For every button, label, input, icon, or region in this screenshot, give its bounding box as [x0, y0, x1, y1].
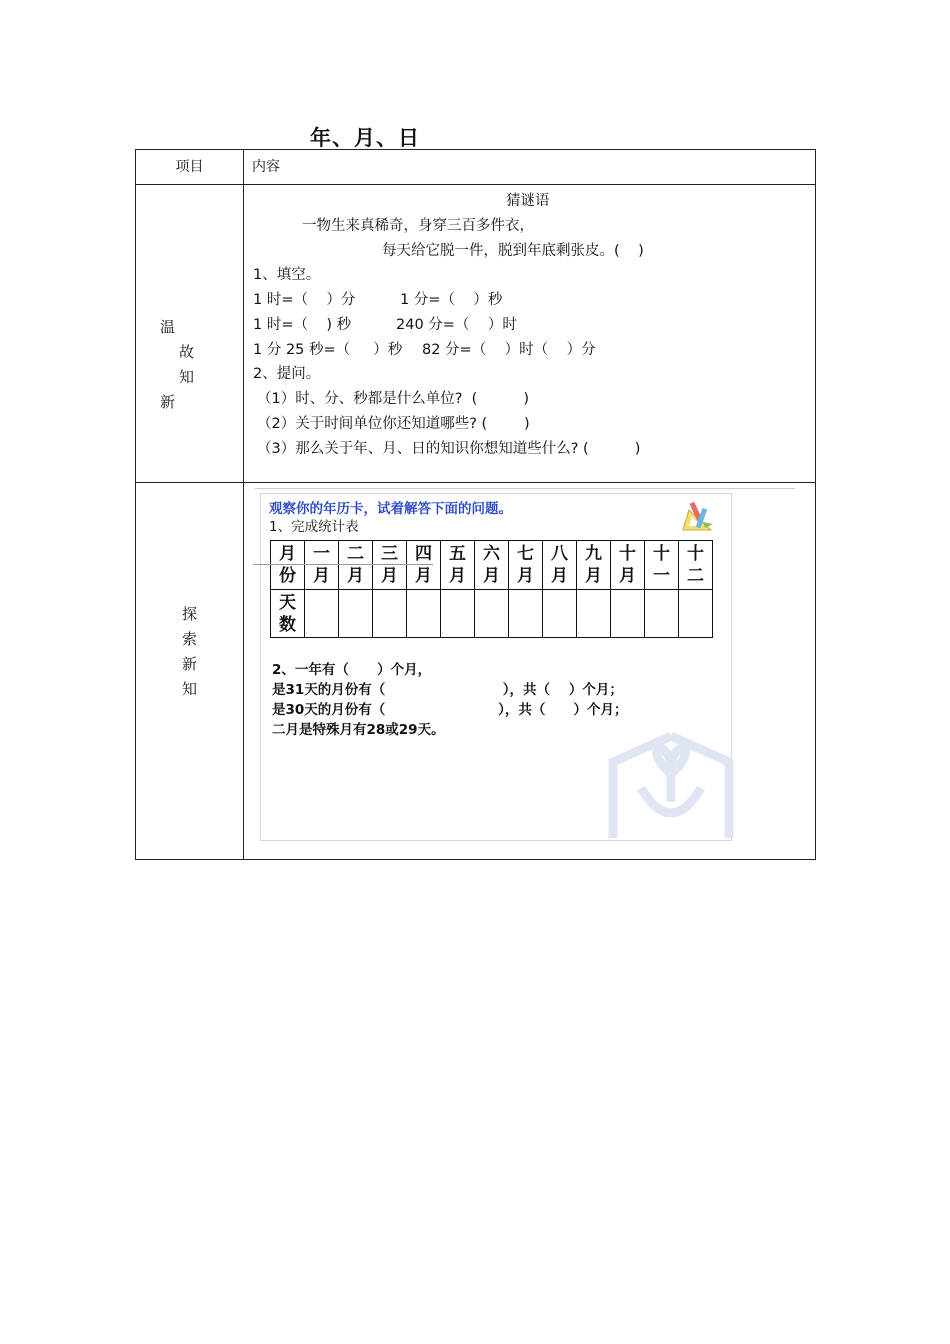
section2-label-char: 新 [182, 655, 198, 674]
question-line: 二月是特殊月有28或29天。 [272, 722, 445, 738]
table-cell-blank[interactable] [305, 590, 339, 638]
table-cell: 月 份 [271, 541, 305, 590]
table-cell: 天 数 [271, 590, 305, 638]
table-cell-blank[interactable] [339, 590, 373, 638]
ask-question: （3）那么关于年、月、日的知识你想知道些什么? ( ) [257, 441, 641, 458]
table-cell-blank[interactable] [373, 590, 407, 638]
table-cell: 一 月 [305, 541, 339, 590]
section2-label-char: 知 [182, 680, 198, 699]
ask-question: （2）关于时间单位你还知道哪些? ( ) [257, 416, 530, 433]
section2-label-char: 索 [182, 630, 198, 649]
table-row [271, 590, 713, 638]
table-cell: 十 二 [679, 541, 713, 590]
table-cell: 二 月 [339, 541, 373, 590]
table-cell-blank[interactable] [645, 590, 679, 638]
table-cell: 三 月 [373, 541, 407, 590]
riddle-title: 猜谜语 [506, 193, 550, 210]
section1-label-char: 新 [160, 393, 176, 412]
section1-label-char: 知 [179, 368, 195, 387]
table-cell-blank[interactable] [679, 590, 713, 638]
fill-item: 1 分=（ ）秒 [400, 292, 503, 309]
table-cell-blank[interactable] [407, 590, 441, 638]
section1-label [136, 185, 244, 483]
pencil-ruler-icon [679, 500, 715, 534]
fill-item: 1 时=（ ) 秒 [253, 317, 352, 334]
table-row [271, 541, 713, 590]
page-title: 年、月、日 [310, 126, 420, 150]
fill-item: 82 分=（ ）时（ ）分 [422, 342, 596, 359]
figure-title: 观察你的年历卡，试着解答下面的问题。 [269, 501, 512, 517]
riddle-line-1: 一物生来真稀奇，身穿三百多件衣， [302, 218, 534, 235]
table-cell-blank[interactable] [543, 590, 577, 638]
table-cell: 七 月 [509, 541, 543, 590]
question-line: 2、一年有（ ）个月， [272, 662, 432, 678]
fill-item: 1 时=（ ）分 [253, 292, 356, 309]
question-line: 是31天的月份有（ ），共（ ）个月； [272, 682, 623, 698]
table-cell: 十 月 [611, 541, 645, 590]
calendar-exercise-image [260, 493, 732, 841]
header-content: 内容 [244, 150, 816, 185]
section1-content [244, 185, 816, 483]
divider [253, 564, 433, 565]
table-cell: 九 月 [577, 541, 611, 590]
fill-item: 240 分=（ ）时 [396, 317, 517, 334]
table-cell: 五 月 [441, 541, 475, 590]
table-cell-blank[interactable] [441, 590, 475, 638]
section2-label-char: 探 [182, 605, 198, 624]
question-line: 是30天的月份有（ ），共（ ）个月； [272, 702, 628, 718]
table-cell-blank[interactable] [611, 590, 645, 638]
ask-title: 2、提问。 [253, 366, 321, 383]
month-days-table [270, 540, 713, 638]
table-cell: 六 月 [475, 541, 509, 590]
fill-title: 1、填空。 [253, 267, 321, 284]
table-cell: 四 月 [407, 541, 441, 590]
table-cell: 八 月 [543, 541, 577, 590]
figure-subtitle: 1、完成统计表 [269, 519, 359, 535]
fill-item: 1 分 25 秒=（ ）秒 [253, 342, 403, 359]
table-cell-blank[interactable] [475, 590, 509, 638]
table-cell-blank[interactable] [577, 590, 611, 638]
ask-question: （1）时、分、秒都是什么单位? ( ) [257, 391, 530, 408]
table-cell-blank[interactable] [509, 590, 543, 638]
riddle-line-2: 每天给它脱一件，脱到年底剩张皮。( ) [382, 243, 644, 260]
section1-label-char: 故 [179, 343, 195, 362]
section1-label-char: 温 [160, 318, 176, 337]
watermark-logo-icon [601, 730, 741, 838]
header-item: 项目 [136, 150, 244, 185]
table-cell: 十 一 [645, 541, 679, 590]
divider [255, 488, 795, 489]
section2-label [136, 483, 244, 860]
